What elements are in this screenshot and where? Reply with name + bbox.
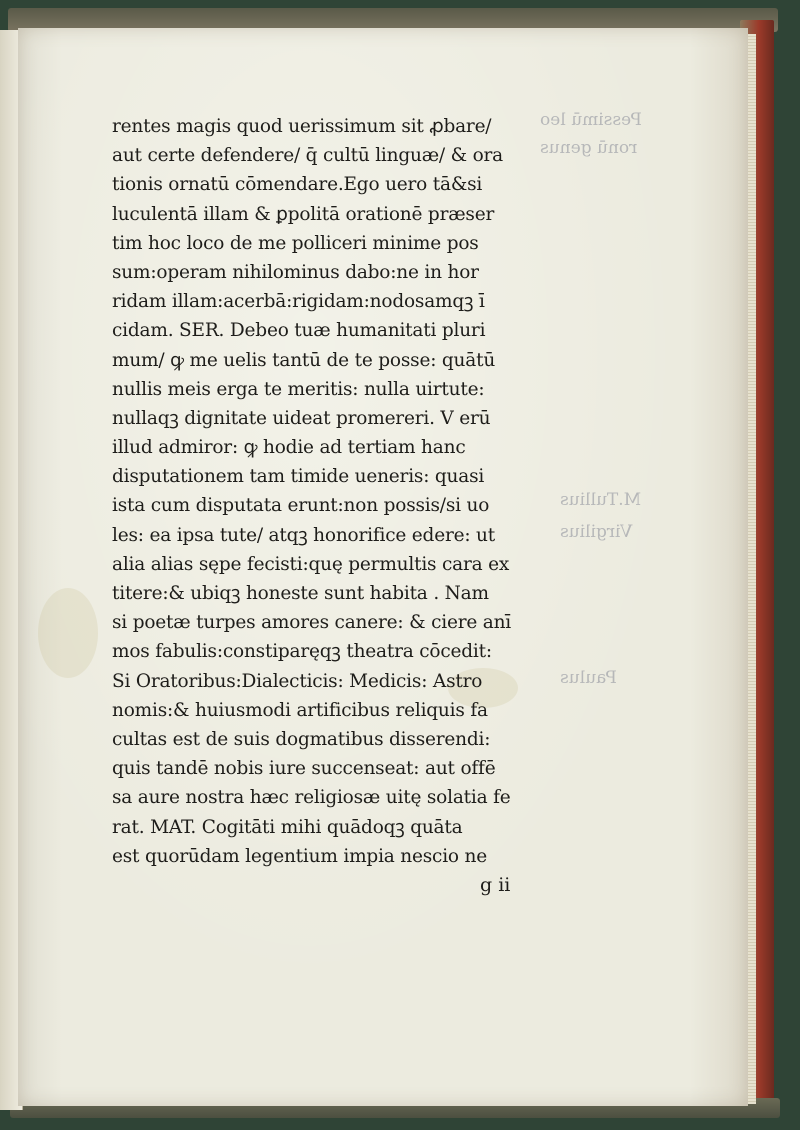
text-line: tim hoc loco de me polliceri minime pos — [112, 232, 479, 254]
text-line: est quorūdam legentium impia nescio ne — [112, 845, 488, 867]
text-line: mos fabulis:constiparęqꝫ theatra cōcedit: — [112, 641, 492, 663]
text-line: cidam. SER. Debeo tuæ humanitati pluri — [112, 320, 486, 342]
text-line: luculentā illam & ꝑpolitā orationē præser — [112, 203, 495, 225]
text-line: disputationem tam timide ueneris: quasi — [112, 466, 485, 488]
text-line: nullis meis erga te meritis: nulla uirtute: — [112, 378, 485, 400]
text-line: Si Oratoribus:Dialecticis: Medicis: Astro — [112, 670, 483, 692]
text-line: sum:operam nihilominus dabo:ne in hor — [112, 261, 479, 283]
text-line: ista cum disputata erunt:non possis/si uo — [112, 495, 490, 517]
text-line: nomis:& huiusmodi artificibus reliquis fa — [112, 699, 488, 721]
bleed-through-marginalia: ronū genus — [540, 138, 638, 158]
bleed-through-marginalia: Pessimū leo — [540, 110, 642, 130]
text-line: si poetæ turpes amores canere: & ciere anī — [112, 612, 512, 634]
text-line: cultas est de suis dogmatibus disserendi: — [112, 728, 491, 750]
bleed-through-marginalia: Paulus — [560, 668, 617, 688]
text-line: titere:& ubiqꝫ honeste sunt habita . Nam — [112, 583, 489, 604]
signature-mark: g ii — [480, 874, 511, 896]
paper-stain — [38, 588, 98, 678]
text-block — [112, 112, 532, 871]
text-line: rentes magis quod uerissimum sit ꝓbare/ — [112, 116, 492, 137]
text-line: rat. MAT. Cogitāti mihi quādoqꝫ quāta — [112, 816, 463, 838]
text-line: tionis ornatū cōmendare.Ego uero tā&si — [112, 174, 483, 196]
text-line: quis tandē nobis iure succenseat: aut offē — [112, 758, 496, 780]
page-edges — [748, 34, 756, 1104]
bleed-through-marginalia: Virgilius — [560, 522, 633, 542]
text-line: nullaqꝫ dignitate uideat promereri. V erū — [112, 407, 491, 429]
text-line: sa aure nostra hæc religiosæ uitę solatia fe — [112, 787, 511, 809]
text-line: aut certe defendere/ q̄ cultū linguæ/ & ora — [112, 145, 503, 167]
bleed-through-marginalia: M.Tullius — [560, 490, 642, 510]
text-line: mum/ ꝙ me uelis tantū de te posse: quātū — [112, 349, 496, 371]
text-line: les: ea ipsa tute/ atqꝫ honorifice edere: ut — [112, 524, 495, 546]
text-line: alia alias sępe fecisti:quę permultis cara ex — [112, 553, 510, 575]
text-line: illud admiror: ꝙ hodie ad tertiam hanc — [112, 437, 466, 459]
text-line: ridam illam:acerbā:rigidam:nodosamqꝫ ī — [112, 291, 485, 313]
